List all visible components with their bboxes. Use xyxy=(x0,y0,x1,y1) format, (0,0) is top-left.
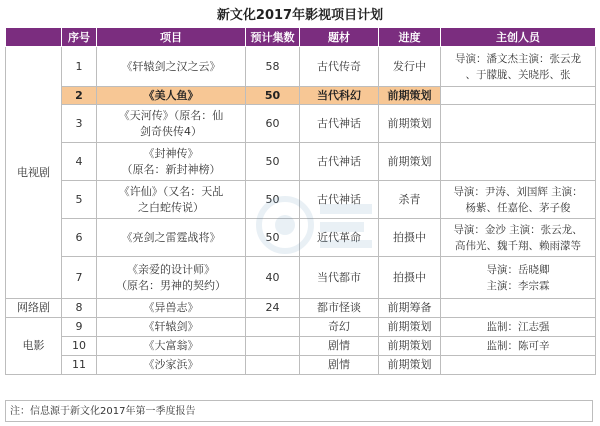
project-line: 《封神传》 xyxy=(143,146,199,160)
row-stage: 前期筹备 xyxy=(379,299,441,318)
row-stage: 杀青 xyxy=(379,181,441,219)
table-row xyxy=(6,219,596,257)
row-episodes: 50 xyxy=(246,181,300,219)
row-no: 8 xyxy=(62,299,97,318)
row-crew: 监制：江志强 xyxy=(441,318,596,337)
crew-line: 导演：岳晓卿 xyxy=(486,263,550,276)
row-stage: 拍摄中 xyxy=(379,219,441,257)
row-episodes: 50 xyxy=(246,143,300,181)
row-project: 《亮剑之雷霆战将》 xyxy=(97,219,246,257)
row-genre: 奇幻 xyxy=(300,318,379,337)
row-episodes xyxy=(246,337,300,356)
table-row xyxy=(6,47,596,87)
crew-line: 、于朦胧、关晓彤、张 xyxy=(465,68,571,81)
table-row xyxy=(6,337,596,356)
header-genre: 题材 xyxy=(300,28,379,47)
table-row xyxy=(6,105,596,143)
row-stage: 前期策划 xyxy=(379,143,441,181)
crew-line: 高伟光、魏千翔、赖雨濛等 xyxy=(455,239,581,252)
row-genre: 古代神话 xyxy=(300,105,379,143)
table-row xyxy=(6,181,596,219)
row-project: 《美人鱼》 xyxy=(97,87,246,105)
row-episodes: 24 xyxy=(246,299,300,318)
row-project: 《轩辕剑》 xyxy=(97,318,246,337)
row-stage: 前期策划 xyxy=(379,337,441,356)
row-stage: 拍摄中 xyxy=(379,257,441,299)
row-genre: 古代神话 xyxy=(300,181,379,219)
row-no: 5 xyxy=(62,181,97,219)
row-episodes xyxy=(246,318,300,337)
project-line: （原名：男神的契约） xyxy=(116,278,226,292)
row-project: 《沙家浜》 xyxy=(97,356,246,375)
table-row xyxy=(6,299,596,318)
row-project xyxy=(97,181,246,219)
row-project: 《轩辕剑之汉之云》 xyxy=(97,47,246,87)
row-genre: 古代传奇 xyxy=(300,47,379,87)
row-genre: 剧情 xyxy=(300,337,379,356)
project-line: 之白蛇传说） xyxy=(138,200,204,214)
row-episodes: 50 xyxy=(246,219,300,257)
row-stage: 前期策划 xyxy=(379,318,441,337)
row-project xyxy=(97,105,246,143)
row-no: 6 xyxy=(62,219,97,257)
row-no: 4 xyxy=(62,143,97,181)
header-category xyxy=(6,28,62,47)
row-project xyxy=(97,257,246,299)
table-row xyxy=(6,356,596,375)
row-no: 2 xyxy=(62,87,97,105)
crew-line: 主演：李宗霖 xyxy=(486,279,550,292)
row-episodes: 58 xyxy=(246,47,300,87)
row-no: 10 xyxy=(62,337,97,356)
project-line: （原名：新封神榜） xyxy=(121,162,221,176)
project-plan-table xyxy=(5,27,596,375)
row-stage: 前期策划 xyxy=(379,87,441,105)
row-genre: 都市怪谈 xyxy=(300,299,379,318)
row-genre: 剧情 xyxy=(300,356,379,375)
header-episodes: 预计集数 xyxy=(246,28,300,47)
table-row-highlighted xyxy=(6,87,596,105)
header-crew: 主创人员 xyxy=(441,28,596,47)
source-note: 注：信息源于新文化2017年第一季度报告 xyxy=(5,400,593,422)
project-line: 《许仙》（又名：天乩 xyxy=(118,184,224,198)
row-crew xyxy=(441,181,596,219)
table-row xyxy=(6,318,596,337)
row-crew: 监制：陈可辛 xyxy=(441,337,596,356)
row-project: 《大富翁》 xyxy=(97,337,246,356)
row-crew xyxy=(441,257,596,299)
row-episodes: 50 xyxy=(246,87,300,105)
row-genre: 当代都市 xyxy=(300,257,379,299)
row-stage: 前期策划 xyxy=(379,356,441,375)
row-episodes: 40 xyxy=(246,257,300,299)
row-crew xyxy=(441,47,596,87)
header-stage: 进度 xyxy=(379,28,441,47)
row-project xyxy=(97,143,246,181)
row-genre: 近代革命 xyxy=(300,219,379,257)
project-line: 《亲爱的设计师》 xyxy=(127,262,215,276)
category-tv: 电视剧 xyxy=(6,47,62,299)
row-crew xyxy=(441,356,596,375)
header-project: 项目 xyxy=(97,28,246,47)
category-web: 网络剧 xyxy=(6,299,62,318)
crew-line: 导演：金沙 主演：张云龙、 xyxy=(453,223,583,236)
row-episodes xyxy=(246,356,300,375)
row-crew xyxy=(441,299,596,318)
header-no: 序号 xyxy=(62,28,97,47)
row-no: 7 xyxy=(62,257,97,299)
project-line: 《天河传》（原名：仙 xyxy=(118,108,224,122)
row-no: 1 xyxy=(62,47,97,87)
row-stage: 前期策划 xyxy=(379,105,441,143)
row-no: 3 xyxy=(62,105,97,143)
row-crew xyxy=(441,105,596,143)
row-no: 9 xyxy=(62,318,97,337)
page-title: 新文化2017年影视项目计划 xyxy=(216,8,384,23)
crew-line: 杨紫、任嘉伦、茅子俊 xyxy=(465,201,571,214)
crew-line: 导演：潘文杰主演：张云龙 xyxy=(455,52,581,65)
row-crew xyxy=(441,219,596,257)
row-no: 11 xyxy=(62,356,97,375)
table-header-row xyxy=(6,28,596,47)
crew-line: 导演：尹涛、刘国辉 主演： xyxy=(453,185,583,198)
project-line: 剑奇侠传4） xyxy=(140,124,202,138)
row-crew xyxy=(441,87,596,105)
table-row xyxy=(6,143,596,181)
row-episodes: 60 xyxy=(246,105,300,143)
row-stage: 发行中 xyxy=(379,47,441,87)
row-genre: 古代神话 xyxy=(300,143,379,181)
category-film: 电影 xyxy=(6,318,62,375)
row-genre: 当代科幻 xyxy=(300,87,379,105)
row-project: 《异兽志》 xyxy=(97,299,246,318)
table-row xyxy=(6,257,596,299)
row-crew xyxy=(441,143,596,181)
